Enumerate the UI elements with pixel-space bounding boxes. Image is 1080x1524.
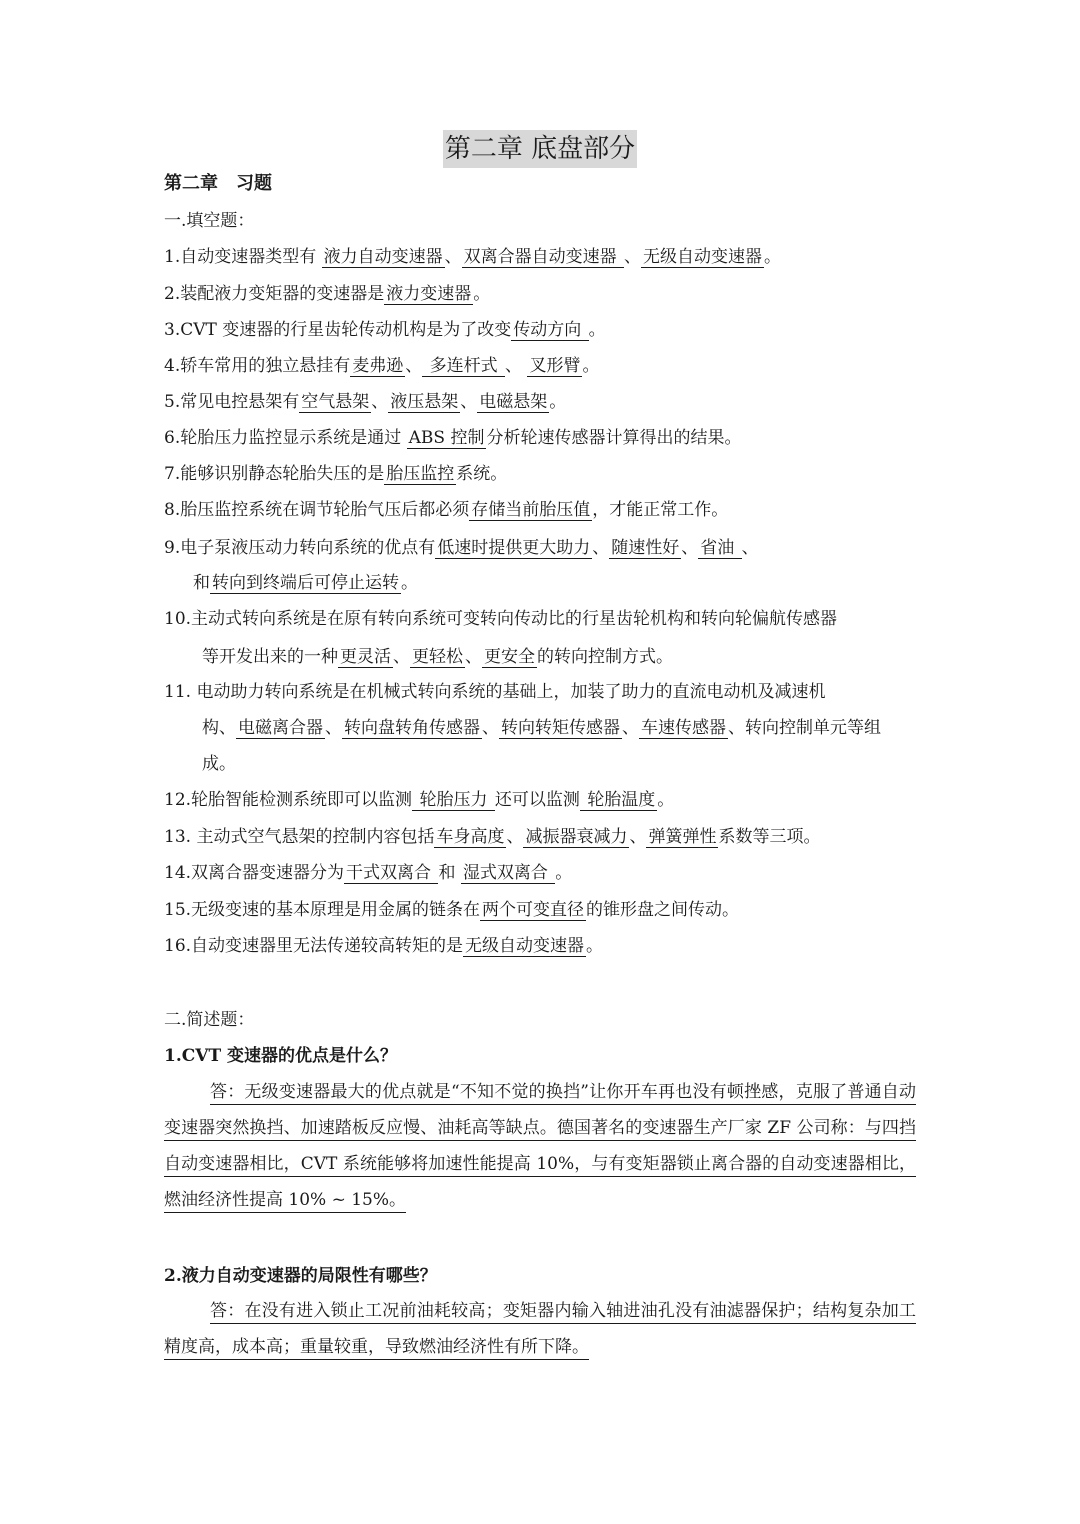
short-answer-1: 答：无级变速器最大的优点就是“不知不觉的换挡”让你开车再也没有顿挫感，克服了普通自动变速器突然换挡、加速踏板反应慢、油耗高等缺点。德国著名的变速器生产厂家 ZF 公司称：与四挡自动变速器相比，CVT 系统能够将加速性能提高 10%，与有变矩器锁止离合器的自动变速器相比，燃油经济性提高 10% ~ 15%。 xyxy=(164,1074,916,1218)
question-9-continued: 和 转向到终端后可停止运转 。 xyxy=(193,573,418,593)
short-question-2: 2.液力自动变速器的局限性有哪些？ xyxy=(164,1266,437,1286)
answer: 车速传感器 xyxy=(641,718,726,738)
question-2: 2.装配液力变矩器的变速器是 液力变速器 。 xyxy=(164,284,491,304)
question-4: 4.轿车常用的独立悬挂有 麦弗逊 、 多连杆式 、 叉形臂 。 xyxy=(164,356,600,376)
section-short-answer: 二.简述题： xyxy=(164,1010,255,1030)
answer: 省油 xyxy=(700,538,740,558)
answer: 存储当前胎压值 xyxy=(471,500,591,520)
answer: 弹簧弹性 xyxy=(648,827,717,847)
question-11: 11. 电动助力转向系统是在机械式转向系统的基础上，加装了助力的直流电动机及减速机 xyxy=(164,682,826,702)
question-9: 9.电子泵液压动力转向系统的优点有 低速时提供更大助力 、 随速性好 、 省油 、 xyxy=(164,538,759,558)
answer: 轮胎压力 xyxy=(414,790,493,810)
answer: 传动方向 xyxy=(513,320,587,340)
question-16: 16.自动变速器里无法传递较高转矩的是 无级自动变速器 。 xyxy=(164,936,604,956)
answer: 转向转矩传感器 xyxy=(501,718,620,738)
question-10: 10.主动式转向系统是在原有转向系统可变转向传动比的行星齿轮机构和转向轮偏航传感器 xyxy=(164,609,838,629)
short-answer-2: 答：在没有进入锁止工况前油耗较高；变矩器内输入轴进油孔没有油滤器保护；结构复杂加工精度高，成本高；重量较重，导致燃油经济性有所下降。 xyxy=(164,1293,916,1365)
answer: 干式双离合 xyxy=(346,863,437,883)
answer: 轮胎温度 xyxy=(581,790,656,810)
question-1: 1.自动变速器类型有 液力自动变速器 、 双离合器自动变速器 、 无级自动变速器 。 xyxy=(164,247,782,267)
answer: 更安全 xyxy=(484,647,535,667)
answer: 两个可变直径 xyxy=(482,900,585,920)
answer: 转向盘转角传感器 xyxy=(344,718,480,738)
question-3: 3.CVT 变速器的行星齿轮传动机构是为了改变 传动方向 。 xyxy=(164,320,606,340)
question-5: 5.常见电控悬架有 空气悬架 、 液压悬架 、 电磁悬架 。 xyxy=(164,392,567,412)
answer: 液力自动变速器 xyxy=(323,247,443,267)
answer: 胎压监控 xyxy=(386,464,455,484)
answer: 多连杆式 xyxy=(424,356,504,376)
question-11-end: 成。 xyxy=(202,754,236,774)
answer: 电磁离合器 xyxy=(238,718,323,738)
answer: 无级自动变速器 xyxy=(643,247,763,267)
answer: ABS 控制 xyxy=(408,428,485,448)
answer: 湿式双离合 xyxy=(462,863,554,883)
answer: 无级自动变速器 xyxy=(465,936,585,956)
answer: 液压悬架 xyxy=(390,392,459,412)
question-7: 7.能够识别静态轮胎失压的是 胎压监控 系统。 xyxy=(164,464,508,484)
exercise-heading: 第二章 习题 xyxy=(164,173,272,194)
question-15: 15.无级变速的基本原理是用金属的链条在 两个可变直径 的锥形盘之间传动。 xyxy=(164,900,740,920)
section-fill-blank: 一.填空题： xyxy=(164,211,255,231)
answer: 转向到终端后可停止运转 xyxy=(212,573,399,593)
answer: 液力变速器 xyxy=(386,284,472,304)
answer: 电磁悬架 xyxy=(479,392,548,412)
answer: 麦弗逊 xyxy=(352,356,404,376)
question-11-continued: 构、 电磁离合器 、 转向盘转角传感器 、 转向转矩传感器 、 车速传感器 、转向控制单元等组 xyxy=(202,718,881,738)
question-8: 8.胎压监控系统在调节轮胎气压后都必须 存储当前胎压值 ，才能正常工作。 xyxy=(164,500,729,520)
answer: 更轻松 xyxy=(412,647,463,667)
answer: 减振器衰减力 xyxy=(525,827,628,847)
answer: 低速时提供更大助力 xyxy=(437,538,591,558)
answer: 随速性好 xyxy=(611,538,680,558)
question-12: 12.轮胎智能检测系统即可以监测 轮胎压力 还可以监测 轮胎温度 。 xyxy=(164,790,675,810)
question-10-continued: 等开发出来的一种 更灵活 、 更轻松 、 更安全 的转向控制方式。 xyxy=(202,647,673,667)
short-question-1: 1.CVT 变速器的优点是什么？ xyxy=(164,1046,398,1066)
question-14: 14.双离合器变速器分为 干式双离合 和 湿式双离合 。 xyxy=(164,863,573,883)
question-13: 13. 主动式空气悬架的控制内容包括 车身高度 、 减振器衰减力 、 弹簧弹性 系数等三项。 xyxy=(164,827,821,847)
answer: 空气悬架 xyxy=(301,392,370,412)
answer: 叉形臂 xyxy=(529,356,581,376)
answer: 双离合器自动变速器 xyxy=(463,247,623,267)
chapter-title: 第二章 底盘部分 xyxy=(443,130,637,168)
answer: 更灵活 xyxy=(340,647,391,667)
question-6: 6.轮胎压力监控显示系统是通过 ABS 控制 分析轮速传感器计算得出的结果。 xyxy=(164,428,742,448)
answer: 车身高度 xyxy=(436,827,505,847)
